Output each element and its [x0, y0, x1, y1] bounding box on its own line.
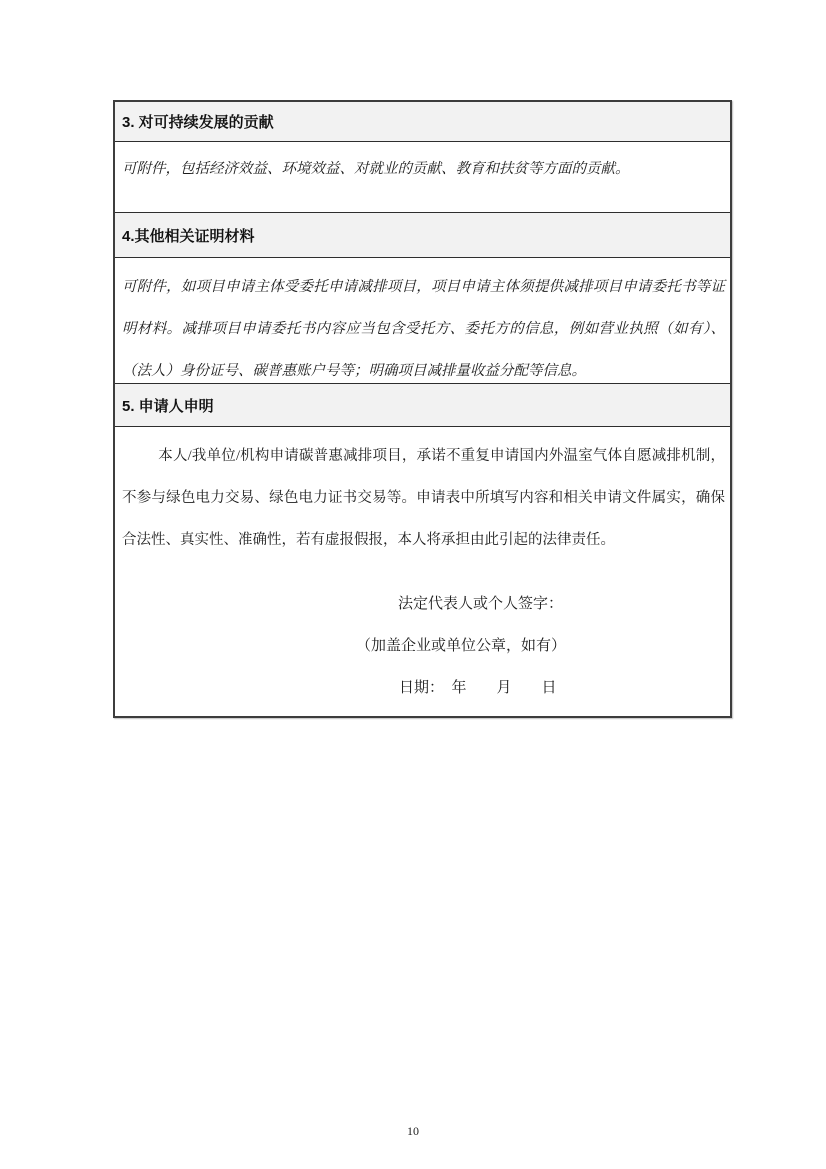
section-4-title: 4.其他相关证明材料 [122, 227, 255, 245]
section-4-note-line: 可附件，如项目申请主体受委托申请减排项目，项目申请主体须提供减排项目申请委托书等证 [122, 279, 725, 295]
declaration-paragraph [122, 435, 725, 561]
section-4-note-line: （法人）身份证号、碳普惠账户号等；明确项目减排量收益分配等信息。 [122, 363, 586, 379]
application-form-table [113, 100, 732, 718]
section-3-note: 可附件，包括经济效益、环境效益、对就业的贡献、教育和扶贫等方面的贡献。 [122, 161, 630, 177]
section-4-content-row [115, 258, 730, 384]
date-line: 日期： 年 月 日 [399, 680, 557, 696]
seal-note: （加盖企业或单位公章，如有） [356, 638, 567, 654]
signature-block [122, 583, 725, 709]
section-4-note-line: 明材料。减排项目申请委托书内容应当包含受托方、委托方的信息，例如营业执照（如有）、 [122, 321, 725, 337]
declaration-line: 本人/我单位/机构申请碳普惠减排项目，承诺不重复申请国内外温室气体自愿减排机制， [158, 448, 725, 464]
signature-label: 法定代表人或个人签字： [398, 596, 564, 612]
section-3-content-row [115, 142, 730, 213]
section-4-header-row [115, 213, 730, 258]
section-5-content-row [115, 427, 730, 714]
section-3-title: 3. 对可持续发展的贡献 [122, 114, 274, 131]
section-5-title: 5. 申请人申明 [122, 397, 214, 415]
section-3-header-row [115, 102, 730, 142]
declaration-line: 合法性、真实性、准确性，若有虚报假报，本人将承担由此引起的法律责任。 [122, 532, 615, 548]
page-number: 10 [407, 1124, 419, 1138]
declaration-line: 不参与绿色电力交易、绿色电力证书交易等。申请表中所填写内容和相关申请文件属实，确保 [122, 490, 725, 506]
